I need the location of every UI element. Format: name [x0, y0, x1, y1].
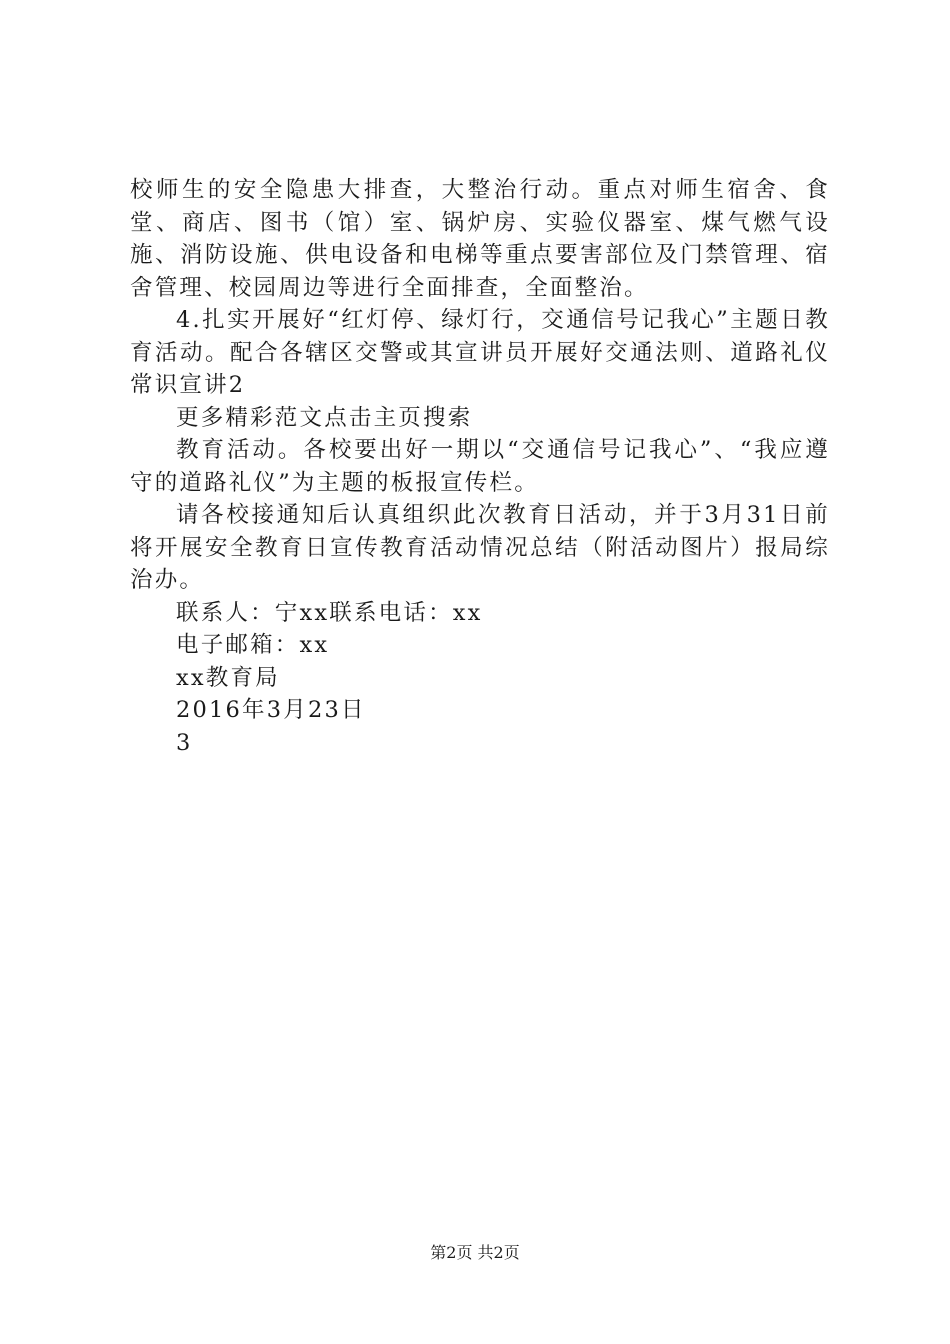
email-line: 电子邮箱：xx	[176, 632, 330, 658]
paragraph-blackboard: 教育活动。各校要出好一期以“交通信号记我心”、“我应遵守的道路礼仪”为主题的板报宣传栏。	[130, 437, 830, 496]
issuer-line: xx教育局	[176, 664, 280, 691]
paragraph-inspection: 校师生的安全隐患大排查，大整治行动。重点对师生宿舍、食堂、商店、图书（馆）室、锅炉房、实验仪器室、煤气燃气设施、消防设施、供电设备和电梯等重点要害部位及门禁管理、宿舍管理、校园周边等进行全面排查，全面整治。	[130, 177, 830, 301]
paragraph-more-articles: 更多精彩范文点击主页搜索	[176, 404, 473, 431]
paragraph-traffic-education: 4.扎实开展好“红灯停、绿灯行，交通信号记我心”主题日教育活动。配合各辖区交警或其宣讲员开展好交通法则、道路礼仪常识宣讲2	[130, 307, 830, 398]
date-line: 2016年3月23日	[176, 697, 366, 723]
contact-line: 联系人：宁xx联系电话：xx	[176, 599, 483, 626]
paragraph-deadline: 请各校接通知后认真组织此次教育日活动，并于3月31日前将开展安全教育日宣传教育活动情况总结（附活动图片）报局综治办。	[130, 502, 830, 593]
page-marker: 3	[176, 729, 193, 756]
document-body	[130, 174, 830, 759]
page-footer: 第2页 共2页	[430, 1243, 520, 1262]
